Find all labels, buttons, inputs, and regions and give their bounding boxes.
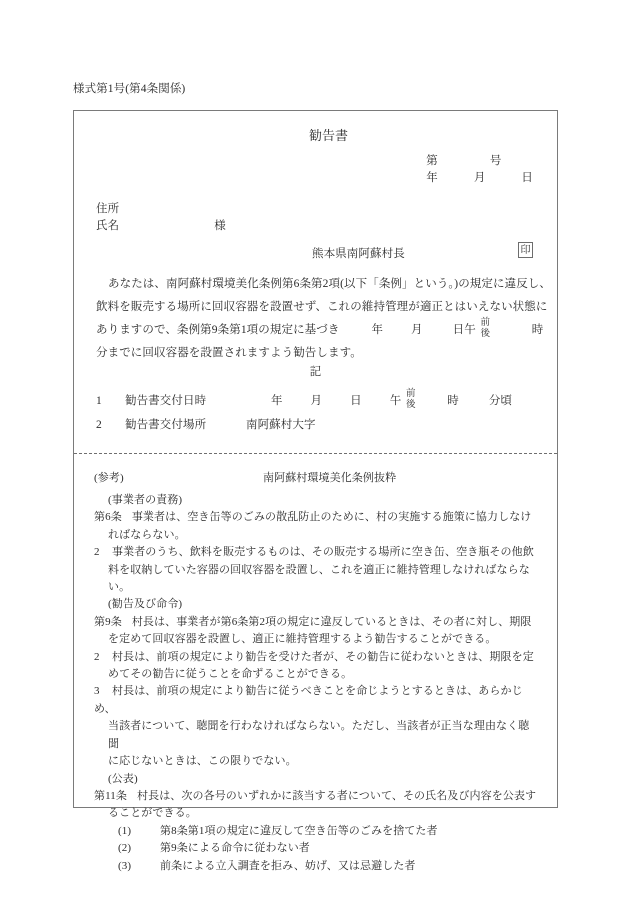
form-number: 様式第1号(第4条関係) <box>73 83 186 95</box>
ordinance-article <box>94 614 537 631</box>
article-text-line-2: を定めて回収容器を設置し、適正に維持管理するよう勧告することができる。 <box>108 633 497 646</box>
notice-hour-label: 時 <box>531 324 544 336</box>
addressee-block <box>96 201 226 235</box>
page-title: 勧告書 <box>308 128 349 143</box>
item-1-ampm-am: 前 <box>405 389 416 400</box>
paragraph-text-line-2: 料を収納していた容器の回収容器を設置し、これを適正に維持管理しなければならない。 <box>108 563 530 594</box>
ki-mark: 記 <box>309 366 322 378</box>
article-text-line-2: ることができる。 <box>108 807 197 820</box>
ordinance-sub-item <box>94 823 537 840</box>
ordinance-excerpt-section <box>74 454 557 875</box>
sub-item-text: 前条による立入調査を拒み、妨げ、又は忌避した者 <box>160 859 416 872</box>
paragraph-text-line-2: 当該者について、聴聞を行わなければならない。ただし、当該者が正当な理由なく聴聞 <box>108 720 530 750</box>
article-label: 第6条 <box>94 511 122 524</box>
item-1-year-label: 年 <box>270 395 283 407</box>
excerpt-header <box>94 470 537 492</box>
item-1-ampm-selector <box>404 389 417 411</box>
addressee-honorific: 様 <box>214 220 226 232</box>
paragraph-text-line-2: めてその勧告に従うことを命ずることができる。 <box>108 668 353 681</box>
notice-body-line-2: 飲料を販売する場所に回収容器を設置せず、これの維持管理が適正とはいえない状態に <box>96 301 548 313</box>
document-border-box <box>73 110 558 872</box>
ordinance-article <box>94 788 537 805</box>
article-label: 第9条 <box>94 615 122 628</box>
ordinance-paragraph <box>94 649 537 666</box>
notice-year-label: 年 <box>371 324 384 336</box>
addressee-address-label: 住所 <box>96 203 120 215</box>
reference-date-row <box>426 170 533 187</box>
paragraph-text-line-1: 事業者のうち、飲料を販売するものは、その販売する場所に空き缶、空き瓶その他飲 <box>112 546 534 559</box>
item-1-day-label: 日 <box>350 395 362 407</box>
seal-stamp-icon: 印 <box>518 242 533 258</box>
sub-item-text: 第9条による命令に従わない者 <box>160 842 310 855</box>
ordinance-title: 南阿蘇村環境美化条例抜粋 <box>263 472 397 484</box>
list-item <box>96 389 537 413</box>
paragraph-number: 3 <box>94 685 100 698</box>
item-1-month-label: 月 <box>310 395 323 407</box>
item-1-gogo-label: 午 <box>389 395 402 407</box>
notice-body-line-3-prefix: ありますので、条例第9条第1項の規定に基づき <box>96 324 340 336</box>
paragraph-number: 2 <box>94 546 100 559</box>
notice-day-gogo-label: 日午 <box>452 324 476 336</box>
paragraph-number: 2 <box>94 650 100 663</box>
reference-day-label: 日 <box>521 172 533 184</box>
article-text-line-2: ればならない。 <box>108 528 186 541</box>
item-1-minute-label: 分頃 <box>488 395 513 407</box>
article-text-line-1: 村長は、事業者が第6条第2項の規定に違反しているときは、その者に対し、期限 <box>131 615 532 628</box>
sub-item-number: (1) <box>118 824 132 837</box>
reference-number-unit: 号 <box>489 155 502 167</box>
issuer-name: 熊本県南阿蘇村長 <box>312 248 405 260</box>
paragraph-text-line-3: に応じないときは、この限りでない。 <box>108 755 297 768</box>
item-2-number: 2 <box>96 419 102 431</box>
addressee-address-row <box>96 201 226 218</box>
reference-number-row <box>426 153 533 170</box>
item-1-number: 1 <box>96 395 102 407</box>
reference-number-block <box>426 153 533 187</box>
article-text-line-1: 事業者は、空き缶等のごみの散乱防止のために、村の実施する施策に協力しなけ <box>131 511 532 524</box>
notice-body-line-4: 分までに回収容器を設置されますよう勧告します。 <box>96 347 362 359</box>
notice-ampm-pm: 後 <box>480 329 491 340</box>
article-label: 第11条 <box>94 789 127 802</box>
ordinance-heading: (勧告及び命令) <box>108 598 183 611</box>
item-2-value: 南阿蘇村大字 <box>245 419 316 431</box>
reference-year-label: 年 <box>426 172 438 184</box>
addressee-name-row <box>96 218 226 235</box>
notice-body-line-3 <box>96 318 544 342</box>
ordinance-sub-item <box>94 840 537 857</box>
sub-item-number: (2) <box>118 842 132 855</box>
reference-number-label: 第 <box>426 155 438 167</box>
addressee-name-label: 氏名 <box>96 220 120 232</box>
ordinance-heading: (事業者の責務) <box>108 494 183 506</box>
notice-items-list <box>96 389 537 437</box>
sub-item-text: 第8条第1項の規定に違反して空き缶等のごみを捨てた者 <box>160 824 438 837</box>
reference-month-label: 月 <box>473 172 486 184</box>
article-text-line-1: 村長は、次の各号のいずれかに該当する者について、その氏名及び内容を公表す <box>137 789 537 802</box>
item-1-label: 勧告書交付日時 <box>124 395 207 407</box>
ordinance-article <box>94 509 537 526</box>
paragraph-text-line-1: 村長は、前項の規定により勧告に従うべきことを命じようとするときは、あらかじめ、 <box>94 685 523 715</box>
ordinance-sub-item <box>94 858 537 875</box>
reference-tag: (参考) <box>94 472 124 484</box>
ordinance-paragraph <box>94 544 537 561</box>
item-2-label: 勧告書交付場所 <box>124 419 207 431</box>
sub-item-number: (3) <box>118 859 132 872</box>
notice-ampm-selector <box>479 318 492 340</box>
notice-ampm-am: 前 <box>480 318 491 329</box>
notice-section <box>74 111 557 453</box>
notice-body <box>96 273 552 365</box>
notice-body-line-1: あなたは、南阿蘇村環境美化条例第6条第2項(以下「条例」という。)の規定に違反し、 <box>108 278 552 290</box>
list-item <box>96 413 537 437</box>
ordinance-heading: (公表) <box>108 772 138 785</box>
paragraph-text-line-1: 村長は、前項の規定により勧告を受けた者が、その勧告に従わないときは、期限を定 <box>112 650 534 663</box>
item-1-ampm-pm: 後 <box>405 400 416 411</box>
ordinance-paragraph <box>94 683 537 718</box>
item-1-hour-label: 時 <box>447 395 459 407</box>
notice-month-label: 月 <box>411 324 423 336</box>
